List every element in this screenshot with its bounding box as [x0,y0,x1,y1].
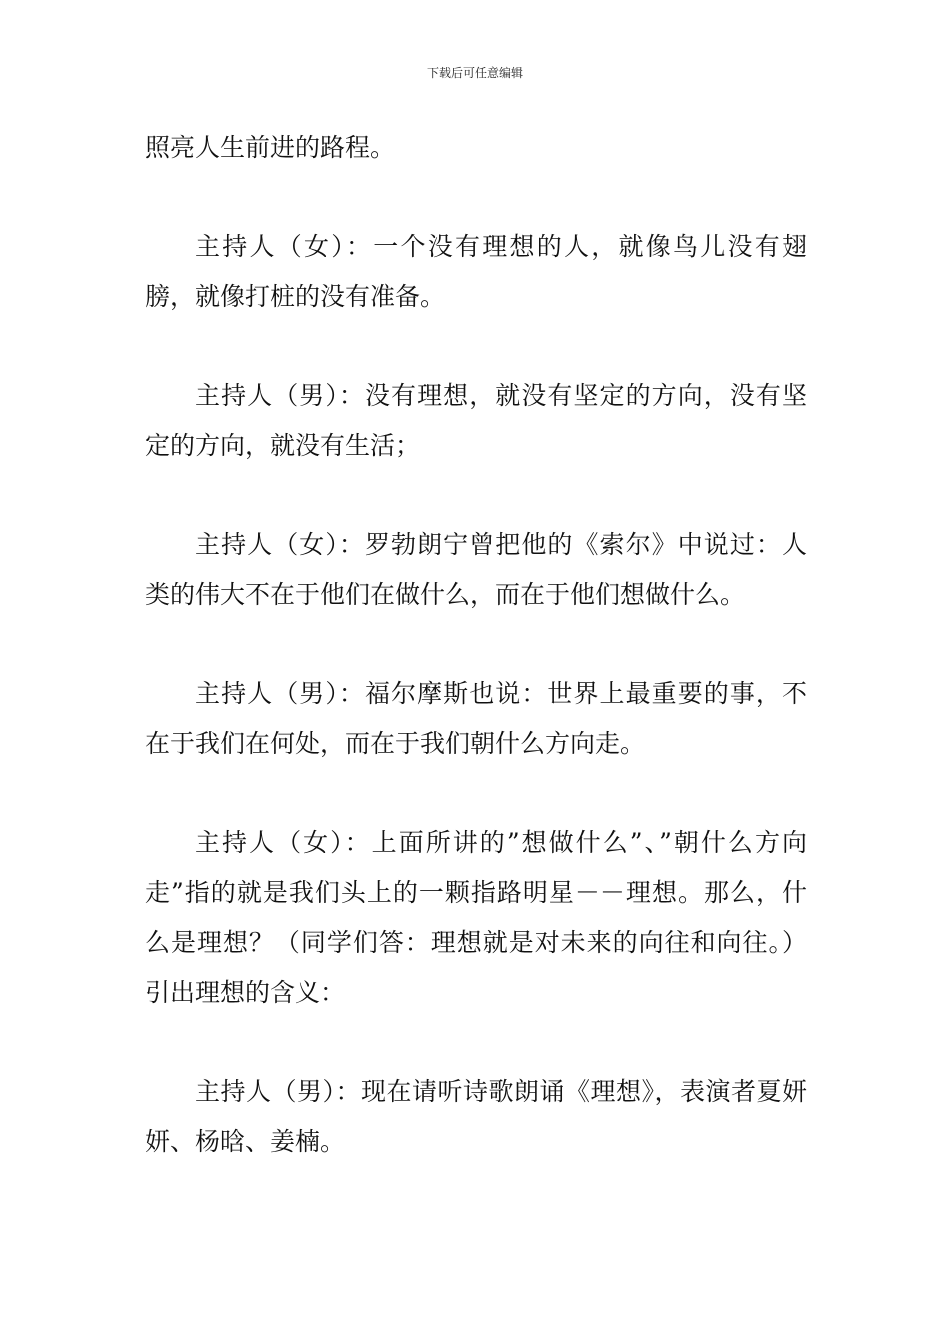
paragraph-5: 主持人（男）：福尔摩斯也说：世界上最重要的事，不在于我们在何处，而在于我们朝什么方向走。 [145,679,807,758]
paragraph-7: 主持人（男）：现在请听诗歌朗诵《理想》，表演者夏妍妍、杨晗、姜楠。 [145,1077,807,1156]
paragraph-1: 照亮人生前进的路程。 [145,133,396,162]
paragraph-3: 主持人（男）：没有理想，就没有坚定的方向，没有坚定的方向，就没有生活； [145,381,807,460]
paragraph-2: 主持人（女）：一个没有理想的人，就像鸟儿没有翅膀，就像打桩的没有准备。 [145,232,807,311]
page-header: 下载后可任意编辑 [426,66,523,80]
document-body [145,123,807,1216]
paragraph-6: 主持人（女）：上面所讲的”想做什么”、”朝什么方向走”指的就是我们头上的一颗指路明星－－理想。那么，什么是理想？（同学们答：理想就是对未来的向往和向往。）引出理想的含义： [145,828,807,1007]
paragraph-4: 主持人（女）：罗勃朗宁曾把他的《索尔》中说过：人类的伟大不在于他们在做什么，而在于他们想做什么。 [145,530,807,609]
